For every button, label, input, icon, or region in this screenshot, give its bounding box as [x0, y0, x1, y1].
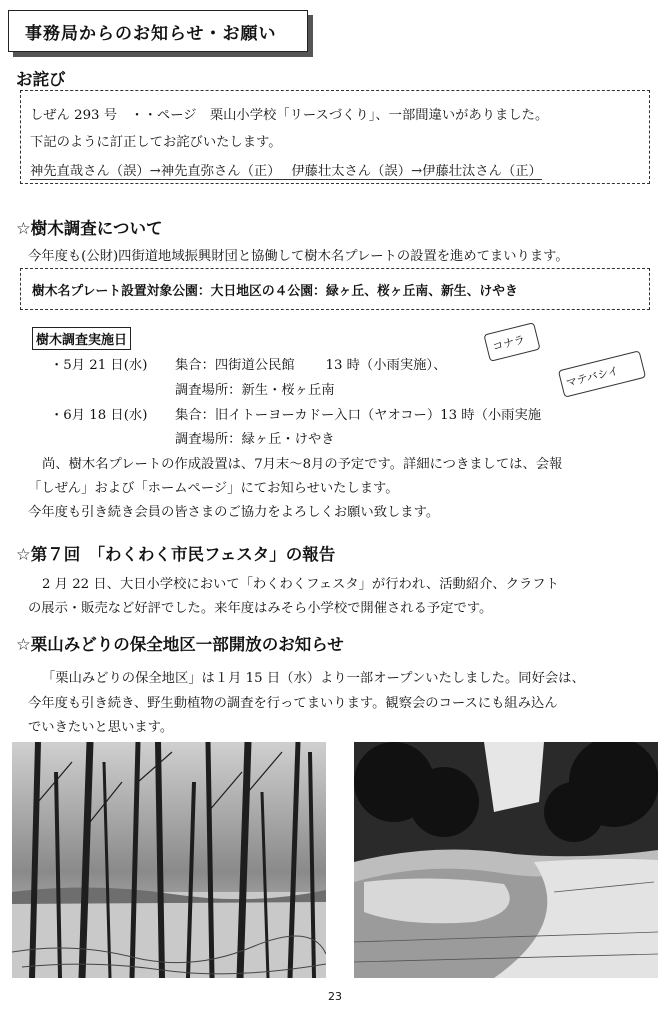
schedule-label: 樹木調査実施日: [32, 327, 131, 350]
preserve-line-2: 今年度も引き続き、野生動植物の調査を行ってまいります。観察会のコースにも組み込ん: [28, 696, 558, 711]
festa-line-1: 2 月 22 日、大日小学校において「わくわくフェスタ」が行われ、活動紹介、クラフト: [42, 577, 559, 592]
apology-line-2: 下記のように訂正してお詫びいたします。: [30, 135, 282, 150]
preserve-line-1: 「栗山みどりの保全地区」は１月 15 日（水）より一部オープンいたしました。同好会は、: [42, 671, 585, 686]
page-number: 23: [328, 990, 342, 1003]
preserve-line-3: でいきたいと思います。: [28, 720, 174, 735]
matebashii-stamp: [558, 350, 646, 397]
schedule-row2-meeting: 集合：旧イトーヨーカドー入口（ヤオコー）13 時（小雨実施: [175, 408, 542, 423]
note-line-1: 尚、樹木名プレートの作成設置は、7月末〜8月の予定です。詳細につきましては、会報: [42, 457, 563, 472]
schedule-row1-place: 調査場所：新生・桜ヶ丘南: [175, 383, 335, 398]
schedule-row1-date: ・5月 21 日(水): [50, 358, 148, 373]
clearing-photo: [354, 742, 658, 978]
schedule-row2-date: ・6月 18 日(水): [50, 408, 148, 423]
festa-line-2: の展示・販売など好評でした。来年度はみそら小学校で開催される予定です。: [28, 601, 493, 616]
tree-survey-intro: 今年度も(公財)四街道地域振興財団と協働して樹木名プレートの設置を進めてまいります。: [28, 249, 569, 264]
note-line-3: 今年度も引き続き会員の皆さまのご協力をよろしくお願い致します。: [28, 505, 440, 520]
apology-heading: お詫び: [16, 70, 66, 89]
apology-line-3: 神先直哉さん（誤）→神先直弥さん（正） 伊藤壮太さん（誤）→伊藤壮汰さん（正）: [30, 160, 542, 180]
preserve-heading: ☆栗山みどりの保全地区一部開放のお知らせ: [16, 635, 344, 654]
schedule-row1-meeting: 集合：四街道公民館 13 時（小雨実施）、: [175, 358, 447, 373]
schedule-row2-place: 調査場所：緑ヶ丘・けやき: [175, 432, 335, 447]
tree-survey-heading: ☆樹木調査について: [16, 219, 163, 238]
forest-photo: [12, 742, 326, 978]
target-parks: 樹木名プレート設置対象公園：大日地区の４公園：緑ヶ丘、桜ヶ丘南、新生、けやき: [32, 284, 518, 299]
note-line-2: 「しぜん」および「ホームページ」にてお知らせいたします。: [28, 481, 399, 496]
festa-heading: ☆第７回 「わくわく市民フェスタ」の報告: [16, 545, 336, 564]
section-title-box: [8, 10, 308, 52]
apology-line-1: しぜん 293 号 ・・ページ 栗山小学校「リースづくり」、一部間違いがありました。: [30, 108, 549, 123]
matebashii-stamp-text: マテバシイ: [564, 364, 620, 390]
section-title: 事務局からのお知らせ・お願い: [25, 24, 277, 44]
konara-stamp-text: コナラ: [491, 333, 527, 354]
konara-stamp: [483, 322, 540, 362]
